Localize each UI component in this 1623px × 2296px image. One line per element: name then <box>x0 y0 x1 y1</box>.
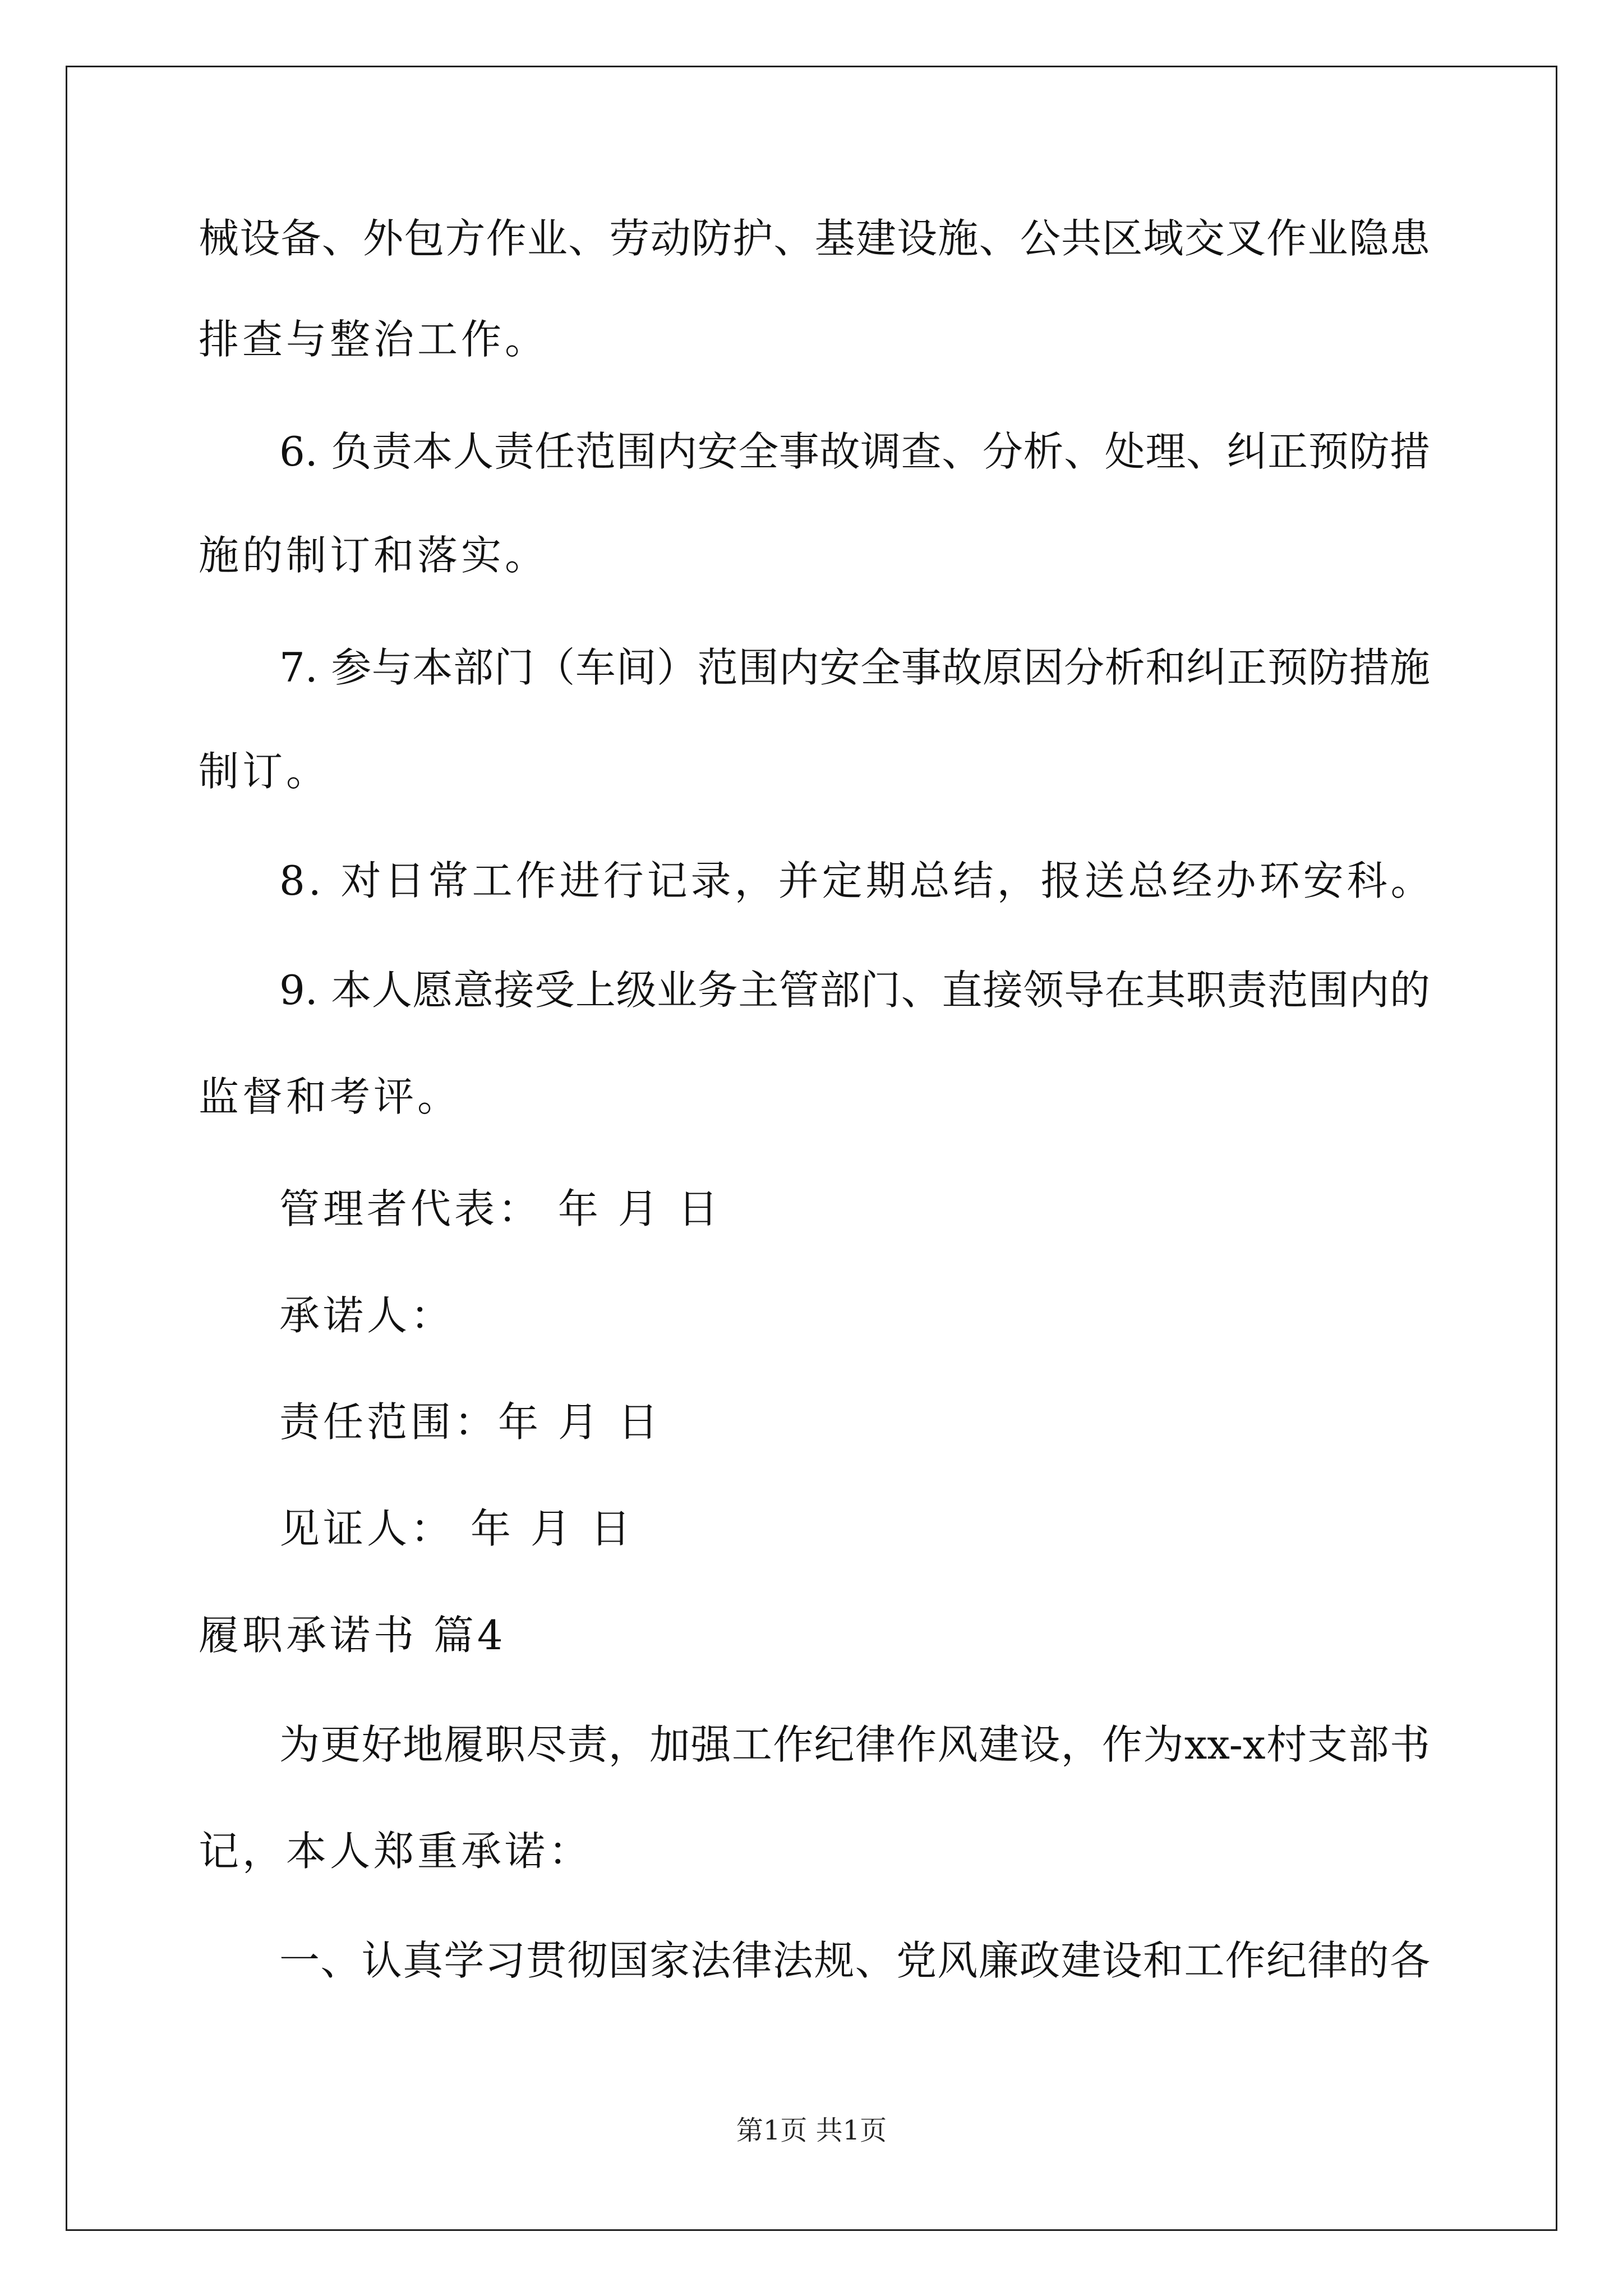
section-heading: 履职承诺书 篇4 <box>199 1612 506 1659</box>
item-6-line-2: 施的制订和落实。 <box>199 532 549 579</box>
pledge-1-line-1: 一、认真学习贯彻国家法律法规、党风廉政建设和工作纪律的各 <box>279 1937 1430 1984</box>
page-border <box>66 66 1557 2231</box>
intro-line-1: 为更好地履职尽责，加强工作纪律作风建设，作为xx-x村支部书 <box>279 1721 1430 1768</box>
body-line-1: 械设备、外包方作业、劳动防护、基建设施、公共区域交叉作业隐患 <box>199 215 1430 262</box>
item-9-line-2: 监督和考评。 <box>199 1073 462 1120</box>
signature-scope: 责任范围：年 月 日 <box>279 1398 662 1446</box>
signature-promisor: 承诺人： <box>279 1292 455 1339</box>
item-7-line-2: 制订。 <box>199 748 330 795</box>
body-line-2: 排查与整治工作。 <box>199 316 549 363</box>
item-7-line-1: 7. 参与本部门（车间）范围内安全事故原因分析和纠正预防措施 <box>279 644 1430 691</box>
intro-line-2: 记，本人郑重承诺： <box>199 1828 593 1875</box>
item-9-line-1: 9. 本人愿意接受上级业务主管部门、直接领导在其职责范围内的 <box>279 967 1430 1014</box>
item-6-line-1: 6. 负责本人责任范围内安全事故调查、分析、处理、纠正预防措 <box>279 428 1430 475</box>
page-footer: 第1页 共1页 <box>736 2115 887 2146</box>
signature-manager-rep: 管理者代表： 年 月 日 <box>279 1185 722 1232</box>
signature-witness: 见证人： 年 月 日 <box>279 1505 634 1552</box>
item-8-line: 8. 对日常工作进行记录，并定期总结，报送总经办环安科。 <box>279 857 1435 904</box>
